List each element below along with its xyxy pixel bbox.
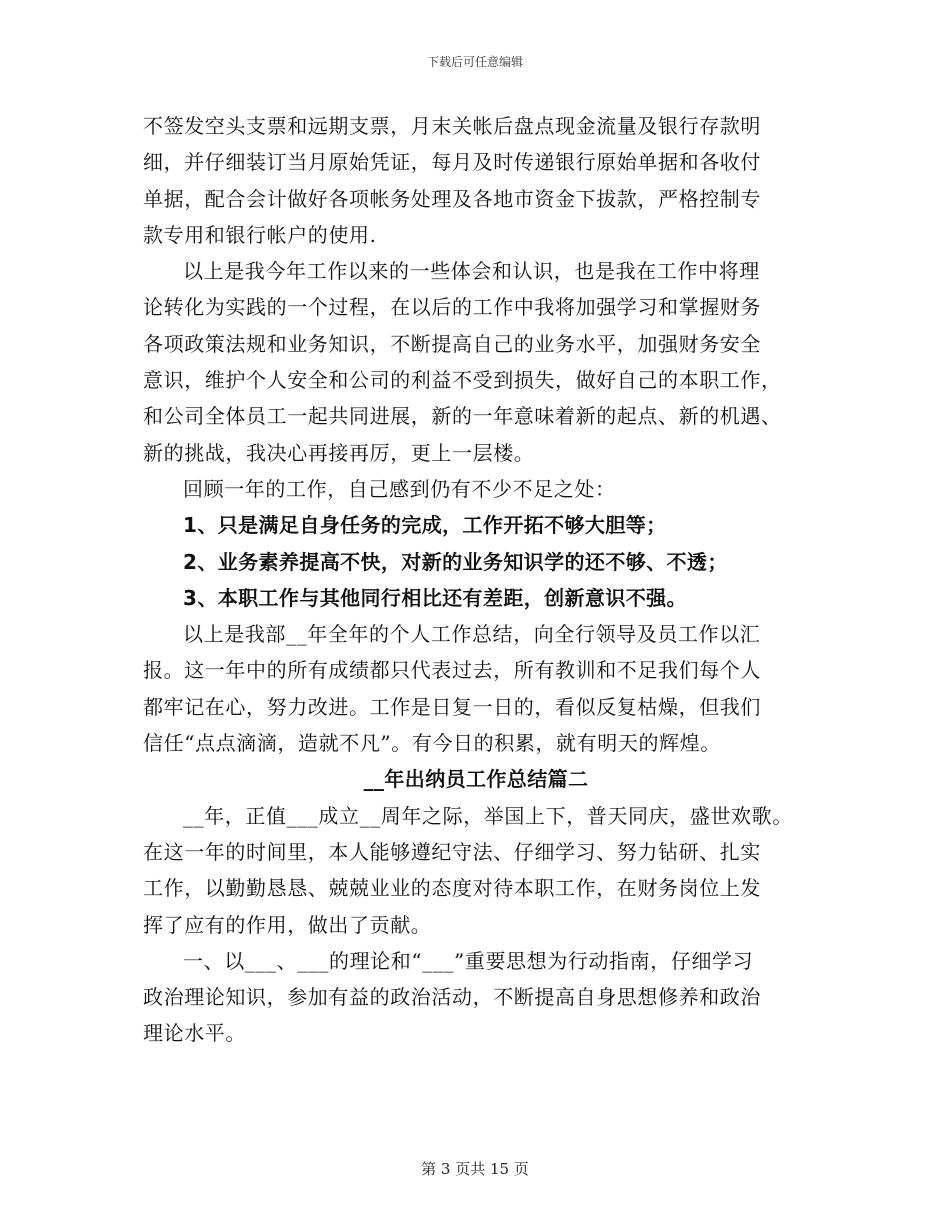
text-line: 一、以___、___的理论和“___”重要思想为行动指南，仔细学习 xyxy=(183,948,754,973)
text-line: 不签发空头支票和远期支票，月末关帐后盘点现金流量及银行存款明 xyxy=(143,114,761,138)
document-body xyxy=(143,108,809,1052)
text-line: 2、业务素养提高不快，对新的业务知识学的还不够、不透； xyxy=(183,549,728,574)
text-line: 理论水平。 xyxy=(143,1021,246,1046)
text-line: 款专用和银行帐户的使用. xyxy=(143,222,377,247)
text-line: 3、本职工作与其他同行相比还有差距，创新意识不强。 xyxy=(183,585,687,610)
text-line: 和公司全体员工一起共同进展，新的一年意味着新的起点、新的机遇、 xyxy=(143,404,782,429)
section-heading: __年出纳员工作总结篇二 xyxy=(363,767,589,792)
text-line: 1、只是满足自身任务的完成，工作开拓不够大胆等； xyxy=(183,513,667,538)
text-line: 政治理论知识，参加有益的政治活动，不断提高自身思想修养和政治 xyxy=(143,985,761,1010)
text-line: 挥了应有的作用，做出了贡献。 xyxy=(143,912,432,937)
text-line: 论转化为实践的一个过程，在以后的工作中我将加强学习和掌握财务 xyxy=(143,295,761,320)
text-line: 细，并仔细装订当月原始凭证，每月及时传递银行原始单据和各收付 xyxy=(143,150,761,175)
text-line: 都牢记在心，努力改进。工作是日复一日的，看似反复枯燥，但我们 xyxy=(143,694,761,719)
text-line: 回顾一年的工作，自己感到仍有不少不足之处： xyxy=(183,476,616,501)
text-line: 在这一年的时间里，本人能够遵纪守法、仔细学习、努力钻研、扎实 xyxy=(143,839,761,864)
text-line: 信任“点点滴滴，造就不凡”。有今日的积累，就有明天的辉煌。 xyxy=(143,731,721,756)
page-header: 下载后可任意编辑 xyxy=(426,55,523,69)
text-line: 新的挑战，我决心再接再厉，更上一层楼。 xyxy=(143,440,535,465)
text-line: 以上是我今年工作以来的一些体会和认识，也是我在工作中将理 xyxy=(183,259,760,284)
text-line: 以上是我部__年全年的个人工作总结，向全行领导及员工作以汇 xyxy=(183,622,761,647)
text-line: 意识，维护个人安全和公司的利益不受到损失，做好自己的本职工作， xyxy=(143,368,782,393)
text-line: 各项政策法规和业务知识，不断提高自己的业务水平，加强财务安全 xyxy=(143,331,761,356)
text-line: 报。这一年中的所有成绩都只代表过去，所有教训和不足我们每个人 xyxy=(143,658,761,683)
text-line: 工作，以勤勤恳恳、兢兢业业的态度对待本职工作，在财务岗位上发 xyxy=(143,876,761,901)
page-footer: 第 3 页共 15 页 xyxy=(421,1160,529,1178)
text-line: __年，正值___成立__周年之际，举国上下，普天同庆，盛世欢歌。 xyxy=(183,803,793,828)
text-line: 单据，配合会计做好各项帐务处理及各地市资金下拔款，严格控制专 xyxy=(143,186,761,211)
